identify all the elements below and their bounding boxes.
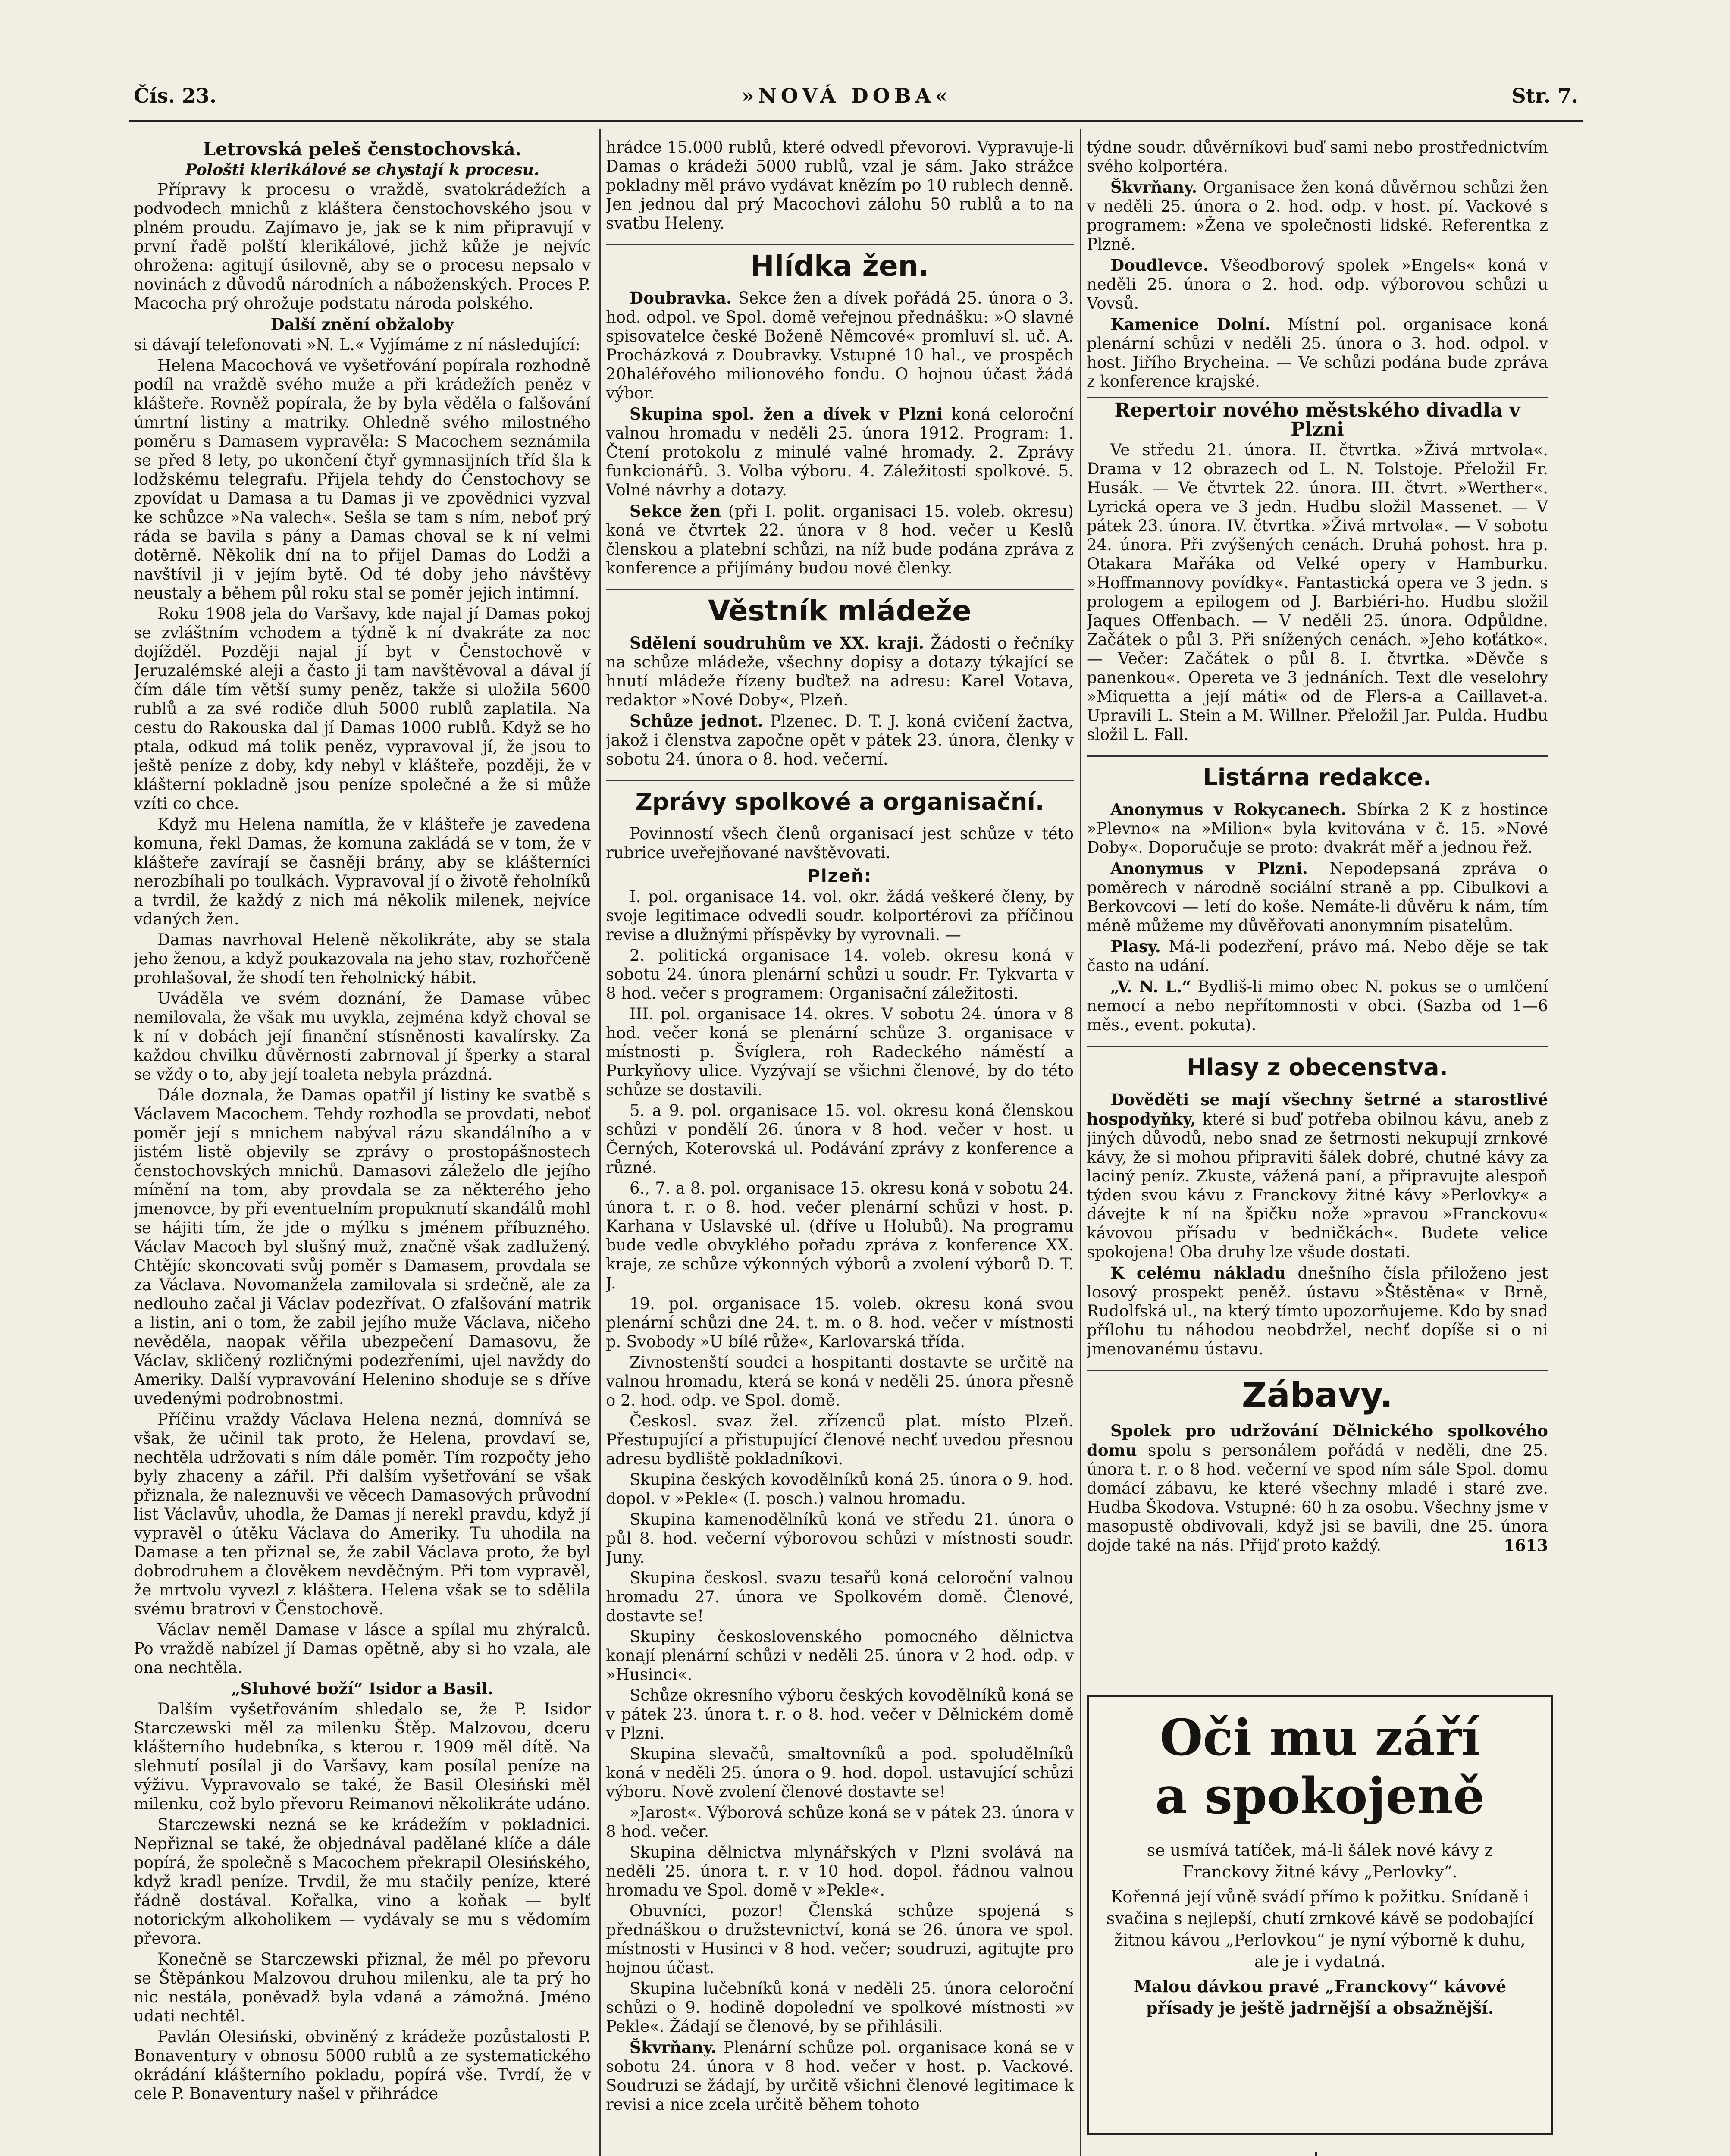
list-item: I. pol. organisace 14. vol. okr. žádá veškeré členy, by svoje legitimace odvedli soudr. kolportérovi za příčinou revise a dlužnými příspěvky by vyrovnali. — xyxy=(606,887,1074,944)
item-lead: Skupina spol. žen a dívek v Plzni xyxy=(630,404,943,423)
section-subheading: „Sluhové boží“ Isidor a Basil. xyxy=(231,1679,493,1698)
list-item: Skupina lučebníků koná v neděli 25. února celoroční schůzi o 9. hodině dopolední ve spolkové místnosti »v Pekle«. Žádají se členové, by se přihlásili. xyxy=(606,1979,1074,2036)
item-lead: Kamenice Dolní. xyxy=(1110,315,1271,334)
paragraph: Václav neměl Damase v lásce a spílal mu zhýralců. Po vraždě nabízel jí Damas opětně, aby si ho vzala, ale ona nechtěla. xyxy=(134,1620,591,1677)
item-lead: Doubravka. xyxy=(630,288,732,307)
item-lead: Anonymus v Plzni. xyxy=(1110,859,1308,878)
item-lead: Doudlevce. xyxy=(1110,256,1209,275)
list-item: III. pol. organisace 14. okres. V sobotu 24. února v 8 hod. večer koná se plenární schůze 3. organisace v místnosti p. Švíglera, roh Radeckého náměstí a Purkyňovy ulice. Vyzývají se všichni členové, by do této schůze se dostavili. xyxy=(606,1005,1074,1099)
paragraph: Když mu Helena namítla, že v klášteře je zavedena komuna, řekl Damas, že komuna zakládá se v tom, že v klášteře zavírají se časněji brány, aby se klášterníci nerozbíhali po toulkách. Vypravoval jí o životě řeholníků a tvrdil, že každý z nich má několik milenek, nejvíce vdaných žen. xyxy=(134,815,591,928)
ad-number: 1613 xyxy=(1504,1536,1548,1555)
newspaper-title: »NOVÁ DOBA« xyxy=(742,84,952,107)
section-heading-public: Hlasy z obecenstva. xyxy=(1087,1046,1548,1085)
item-lead: Sekce žen xyxy=(630,501,721,520)
advertisement-coffee xyxy=(1087,1695,1553,2135)
paragraph: Pavlán Olesiński, obviněný z krádeže pozůstalosti P. Bonaventury v obnosu 5000 rublů a ze systematického okrádání klášterního pokladu, popírá vše. Tvrdí, že v cele P. Bonaventury našel v přihrádce xyxy=(134,2028,591,2103)
section-heading-entertainment: Zábavy. xyxy=(1087,1370,1548,1416)
item-text: Nepodepsaná zpráva o poměrech v národně sociální straně a pp. Cibulkovi a Berkovcovi — letí do koše. Nemáte-li důvěru k nám, tím méně můžeme my důvěřovati anonymním pisatelům. xyxy=(1087,859,1548,935)
item-lead: K celému nákladu xyxy=(1110,1263,1286,1282)
paragraph: Damas navrhoval Heleně několikráte, aby se stala jeho ženou, a když poukazovala na jeho stav, rozhořčeně prohlašoval, že shodí ten řeholnický hábit. xyxy=(134,931,591,987)
item-text: Sekce žen a dívek pořádá 25. února o 3. hod. odpol. ve Spol. domě veřejnou přednášku: »O slavné spisovatelce české Boženě Němcové« promluví sl. uč. A. Procházková z Doubravky. Vstupné 10 hal., ve prospěch 20haléřového milionového fondu. O hojnou účast žádá výbor. xyxy=(606,289,1074,402)
item-text: Bydliš-li mimo obec N. pokus se o umlčení nemocí a nebo nepřítomnosti v obci. (Sazba od 1—6 měs., event. pokuta). xyxy=(1087,978,1548,1034)
list-item: 5. a 9. pol. organisace 15. vol. okresu koná členskou schůzi v pondělí 26. února v 8 hod. večer v host. u Černých, Koterovská ul. Podávání zprávy z konference a různé. xyxy=(606,1101,1074,1177)
item-text: Všeodborový spolek »Engels« koná v neděli 25. února o 2. hod. odp. výborovou schůzi u Vovsů. xyxy=(1087,256,1548,313)
paragraph: Uváděla ve svém doznání, že Damase vůbec nemilovala, že však mu uvykla, zejména když choval se k ní v dobách její finanční stísněnosti kavalírsky. Za každou chvilku důvěrnosti zabrnoval jí šperky a staral se vždy o to, aby její toaleta nebyla prázdná. xyxy=(134,989,591,1084)
item-text: Místní pol. organisace koná plenární schůzi v neděli 25. února o 3. hod. odpol. v host. Jiřího Brycheina. — Ve schůzi podána bude zpráva z konference krajské. xyxy=(1087,315,1548,391)
issue-number: Čís. 23. xyxy=(134,84,217,107)
ad-paragraph: se usmívá tatíček, má-li šálek nové kávy z Franckovy žitné kávy „Perlovky“. xyxy=(1147,1841,1493,1881)
page-number: Str. 7. xyxy=(1511,84,1578,107)
list-item: »Jarost«. Výborová schůze koná se v pátek 23. února v 8 hod. večer. xyxy=(606,1803,1074,1841)
list-item: Českosl. svaz žel. zřízenců plat. místo Plzeň. Přestupující a přistupující členové nechť uvedou přesnou adresu bydliště pokladníkovi. xyxy=(606,1412,1074,1468)
item-text: Organisace žen koná důvěrnou schůzi žen v neděli 25. února o 2. hod. odp. v host. pí. Vackové s programem: »Žena ve společnosti lidské. Referentka z Plzně. xyxy=(1087,178,1548,254)
list-item: Skupina kamenodělníků koná ve středu 21. února o půl 8. hod. večerní výborovou schůzi v místnosti soudr. Juny. xyxy=(606,1510,1074,1567)
paragraph: týdne soudr. důvěrníkovi buď sami nebo prostřednictvím svého kolportéra. xyxy=(1087,138,1548,175)
list-item: Skupina českosl. svazu tesařů koná celoroční valnou hromadu 27. února ve Spolkovém domě. Členové, dostavte se! xyxy=(606,1569,1074,1625)
paragraph: Příčinu vraždy Václava Helena nezná, domnívá se však, že učinil tak proto, že Helena, provdaví se, nechtěla udržovati s ním dále poměr. Tím rozpočty jeho byly zhaceny a zářil. Při dalším vyšetřování se však přiznala, že naleznuvši ve věcech Damasových průvodní list Václavův, uhodla, že Damas jí nerekl pravdu, když jí vypravěl o útěku Václava do Ameriky. Tu uhodila na Damase a ten přiznal se, že zabil Václava proto, že byl dobrodruhem a člověkem nevděčným. Při tom vypravěl, že mrtvolu vyvezl z kláštera. Helena však se to sdělila svému bratrovi v Čenstochově. xyxy=(134,1410,591,1618)
list-item: 2. politická organisace 14. voleb. okresu koná v sobotu 24. února plenární schůzi u soudr. Fr. Tykvarta v 8 hod. večer s programem: Organisační záležitosti. xyxy=(606,946,1074,1003)
item-lead: Dověděti se mají všechny šetrné a starostlivé hospodyňky, xyxy=(1087,1090,1548,1128)
article-title: Letrovská peleš čenstochovská. xyxy=(203,138,522,160)
article-subtitle: Pološti klerikálové se chystají k procesu. xyxy=(185,161,539,179)
item-text: dnešního čísla přiloženo jest losový prospekt peněž. ústavu »Štěstěna« v Brně, Rudolfská ul., na který tímto upozorňujeme. Kdo by snad přílohu tu náhodou neobdržel, nechť dopíše si o ni jmenovanému ústavu. xyxy=(1087,1264,1548,1358)
list-item: Skupiny československého pomocného dělnictva konají plenární schůzi v neděli 25. února v 2 hod. odp. v »Husinci«. xyxy=(606,1627,1074,1684)
ad-headline xyxy=(1095,2152,1317,2156)
item-text: Má-li podezření, právo má. Nebo děje se tak často na udání. xyxy=(1087,937,1548,975)
paragraph: Starczewski nezná se ke krádežím v pokladnici. Nepřiznal se také, že objednával padělané klíče a dále popírá, že společně s Macochem překrapil Olesińského, když kradl peníze. Trvdil, že mu stačily peníze, které řádně dostával. Kořalka, vino a koňak — bylť notorickým alkoholikem — vydávaly se mu s vědomím převora. xyxy=(134,1815,591,1948)
list-item: Zivnostenští soudci a hospitanti dostavte se určitě na valnou hromadu, která se koná v neděli 25. února přesně o 2. hod. odp. ve Spol. domě. xyxy=(606,1353,1074,1410)
list-item: Skupina českých kovodělníků koná 25. února o 9. hod. dopol. v »Pekle« (I. posch.) valnou hromadu. xyxy=(606,1470,1074,1508)
item-text: spolu s personálem pořádá v neděli, dne 25. února t. r. o 8 hod. večerní ve spod ním sále Spol. domu domácí zábavu, ke které všechny mladé i staré zve. Hudba Škodova. Vstupné: 60 h za osobu. Všechny jsme v masopustě obdivovali, když jsi se bavili, dne 25. února dojde také na nás. Přijď proto každý. xyxy=(1087,1441,1548,1554)
section-heading-clubs: Zprávy spolkové a organisační. xyxy=(606,780,1074,819)
section-heading-theatre: Repertoir nového městského divadla v Plzni xyxy=(1087,397,1548,439)
list-item: 19. pol. organisace 15. voleb. okresu koná svou plenární schůzi dne 24. t. m. o 8. hod. večer v místnosti p. Svobody »U bílé růže«, Karlovarská třída. xyxy=(606,1294,1074,1351)
section-subheading: Další znění obžaloby xyxy=(270,315,454,334)
list-item: Obuvníci, pozor! Členská schůze spojená s přednáškou o družstevnictví, koná se 26. února ve spol. místnosti v Husinci v 8 hod. večer; soudruzi, agitujte pro hojnou účast. xyxy=(606,1902,1074,1977)
item-lead: Sdělení soudruhům ve XX. kraji. xyxy=(630,633,924,652)
column-divider-1 xyxy=(599,129,601,2156)
ad-paragraph: Malou dávkou pravé „Franckovy“ kávové přísady je ještě jadrnější a obsažnější. xyxy=(1133,1977,1507,2018)
paragraph: Přípravy k procesu o vraždě, svatokrádežích a podvodech mnichů z kláštera čenstochovského jsou v plném proudu. Zajímavo je, jak se k nim připravují v první řadě polští klerikálové, jichž kůže je nejvíc ohrožena: agitují úsilovně, aby se o procesu nepsalo v novinách z důvodů národních a náboženských. Proces P. Macocha prý ohrožuje podstatu národa polského. xyxy=(134,180,591,313)
item-lead: Anonymus v Rokycanech. xyxy=(1110,800,1347,819)
item-lead: Schůze jednot. xyxy=(630,711,763,730)
paragraph: Roku 1908 jela do Varšavy, kde najal jí Damas pokoj se zvláštním vchodem a týdně k ní dvakráte za noc dojížděl. Později najal jí byt v Čenstochově v Jeruzalémské aleji a často ji tam navštěvoval a dával jí čím dále tím větší sumy peněz, takže si uložila 5600 rublů a za své rodiče dluh 5000 rublů zaplatila. Na cestu do Rakouska dal jí Damas 1000 rublů. Když se ho ptala, odkud má tolik peněz, vypravoval jí, že jsou to ještě peníze z doby, kdy nebyl v klášteře, později, že v klášterní pokladně jsou peníze společné a že si může vzíti co chce. xyxy=(134,605,591,813)
item-text: Žádosti o řečníky na schůze mládeže, všechny dopisy a dotazy týkající se hnutí mládeže řízeny buďtež na adresu: Karel Votava, redaktor »Nové Doby«, Plzeň. xyxy=(606,634,1074,709)
list-item: Skupina slevačů, smaltovníků a pod. spoludělníků koná v neděli 25. února o 9. hod. dopol. ustavující schůzi výboru. Nově zvolení členové dostavte se! xyxy=(606,1745,1074,1801)
rubric-city: Plzeň: xyxy=(807,866,872,886)
column-1 xyxy=(134,138,591,2156)
column-2 xyxy=(606,138,1074,2156)
ad-divider xyxy=(1315,2152,1317,2156)
item-text: které si buď potřeba obilnou kávu, aneb z jiných důvodů, nebo snad ze šetrnosti nekupují zrnkové kávy, že si mohou připraviti šálek dobré, chutné kávy za laciný peníz. Zkuste, vážená paní, a připravujte alespoň týden svou kávu z Franckovy žitné kávy »Perlovky« a dávejte k ní na špičku nože »pravou »Franckovu« kávovou přísadu v bedničkách«. Budete velice spokojena! Oba druhy lze všude dostati. xyxy=(1087,1110,1548,1261)
column-3 xyxy=(1087,138,1548,1673)
column-divider-2 xyxy=(1080,129,1081,2156)
ad-body xyxy=(1102,1839,1538,2022)
item-lead: Plasy. xyxy=(1110,937,1161,956)
item-lead: Škvrňany. xyxy=(630,2038,717,2057)
item-lead: „V. N. L.“ xyxy=(1110,977,1191,996)
paragraph: Konečně se Starczewski přiznal, že měl po převoru se Štěpánkou Malzovou druhou milenku, ale ta prý ho nic nestála, poněvadž byla vdaná a zámožná. Jméno udati nechtěl. xyxy=(134,1950,591,2025)
item-text: (při I. polit. organisaci 15. voleb. okresu) koná ve čtvrtek 22. února v 8 hod. večer u Keslů členskou a platební schůzi, na níž bude podána zpráva z konference a přijímány budou nové členky. xyxy=(606,502,1074,577)
item-text: Plenární schůze pol. organisace koná se v sobotu 24. února v 8 hod. večer v host. p. Vackové. Soudruzi se žádají, by určitě všichni členové legitimace k revisi a nice zcela určitě během tohoto xyxy=(606,2038,1074,2114)
paragraph: Ve středu 21. února. II. čtvrtka. »Živá mrtvola«. Drama v 12 obrazech od L. N. Tolstoje. Přeložil Fr. Husák. — Ve čtvrtek 22. února. III. čtvrt. »Werther«. Lyrická opera ve 3 jedn. Hudbu složil Massenet. — V pátek 23. února. IV. čtvrtka. »Živá mrtvola«. — V sobotu 24. února. Při zvýšených cenách. Druhá pohost. hra p. Otakara Mařáka od Velké opery v Hamburku. »Hoffmannovy povídky«. Fantastická opera ve 3 jedn. s prologem a epilogem od J. Barbiéri-ho. Hudbu složil Jaques Offenbach. — V neděli 25. února. Odpůldne. Začátek o půl 3. Při snížených cenách. »Jeho koťátko«. — Večer: Začátek o půl 8. I. čtvrtka. »Děvče s panenkou«. Opereta ve 3 jednáních. Text dle veselohry »Miquetta a její máti« od de Flers-a a Caillavet-a. Upravili L. Stein a M. Willner. Přeložil Jar. Pulda. Hudbu složil L. Fall. xyxy=(1087,441,1548,744)
section-heading-letters: Listárna redakce. xyxy=(1087,755,1548,795)
ad-headline: Oči mu září xyxy=(1160,1709,1480,1767)
list-item: Skupina dělnictva mlynářských v Plzni svolává na neděli 25. února t. r. v 10 hod. dopol. řádnou valnou hromadu ve Spol. domě v »Pekle«. xyxy=(606,1843,1074,1899)
item-lead: Spolek pro udržování Dělnického spolkového domu xyxy=(1087,1421,1548,1460)
advertisement-classifieds xyxy=(1087,2152,1548,2156)
list-item: 6., 7. a 8. pol. organisace 15. okresu koná v sobotu 24. února t. r. o 8. hod. večer plenární schůzi v host. p. Karhana v Uslavské ul. (dříve u Holubů). Na programu bude vedle obvyklého pořadu zpráva z konference XX. kraje, ze schůze výkonných výborů a zvolení výborů D. T. J. xyxy=(606,1179,1074,1292)
section-heading-youth: Věstník mládeže xyxy=(606,589,1074,628)
paragraph: Dalším vyšetřováním shledalo se, že P. Isidor Starczewski měl za milenku Štěp. Malzovou, dceru klášterního hudebníka, s kterou r. 1909 měl dítě. Na slehnutí posílal ji do Varšavy, kam posílal peníze na výživu. Vypravovalo se také, že Basil Olesiński měl milenku, což bylo převoru Reimanovi několikráte udáno. xyxy=(134,1700,591,1813)
item-lead: Škvrňany. xyxy=(1110,178,1197,197)
paragraph: Helena Macochová ve vyšetřování popírala rozhodně podíl na vraždě svého muže a při krádežích peněz v klášteře. Rovněž popírala, že by byla věděla o falšování úmrtní listiny a matriky. Ohledně svého milostného poměru s Damasem vypravěla: S Macochem seznámila se před 8 lety, po ukončení čtyř gymnasijních tříd šla k lodžskému telegrafu. Přijela tehdy do Čenstochovy se zpovídat u Damasa a tu Damas ji ve zpovědnici vyzval ke schůzce »Na valech«. Sešla se tam s ním, neboť prý ráda se bavila s pány a Damas choval se k ní velmi dotěrně. Několik dní na to přijel Damas do Lodži a navštívil ji v jejím bytě. Od té doby jeho návštěvy neustaly a během půl roku stal se poměr jejich intimní. xyxy=(134,356,591,602)
item-text: Sbírka 2 K z hostince »Plevno« na »Milion« byla kvitována v č. 15. »Nové Doby«. Doporučuje se proto: dvakrát měř a jednou řež. xyxy=(1087,800,1548,857)
list-item: Schůze okresního výboru českých kovodělníků koná se v pátek 23. února t. r. o 8. hod. večer v Dělnickém domě v Plzni. xyxy=(606,1686,1074,1742)
ad-paragraph: Kořenná její vůně svádí přímo k požitku. Snídaně i svačina s nejlepší, chutí zrnkové kávě se podobající žitnou kávou „Perlovkou“ je nyní výborně k duhu, ale je i vydatná. xyxy=(1106,1887,1534,1971)
header-rule xyxy=(129,120,1583,122)
item-text: Plzenec. D. T. J. koná cvičení žactva, jakož i členstva započne opět v pátek 23. února, členky v sobotu 24. února o 8. hod. večerní. xyxy=(606,712,1074,768)
paragraph: Povinností všech členů organisací jest schůze v této rubrice uveřejňované navštěvovati. xyxy=(606,824,1074,862)
section-heading-women: Hlídka žen. xyxy=(606,244,1074,283)
paragraph: si dávají telefonovati »N. L.« Vyjímáme z ní následující: xyxy=(134,335,580,354)
ad-headline xyxy=(1326,2152,1584,2156)
paragraph: hrádce 15.000 rublů, které odvedl převorovi. Vypravuje-li Damas o krádeži 5000 rublů, vzal je sám. Jako strážce pokladny měl právo vydávat knězím po 10 rublech denně. Jen jednou dal prý Macochovi zálohu 50 rublů a to na svatbu Heleny. xyxy=(606,138,1074,232)
ad-headline: a spokojeně xyxy=(1155,1767,1485,1825)
item-text: koná celoroční valnou hromadu v neděli 25. února 1912. Program: 1. Čtení protokolu z minulé valné hromady. 2. Zprávy funkcionářů. 3. Volba výboru. 4. Záležitosti spolkové. 5. Volné návrhy a dotazy. xyxy=(606,405,1074,499)
page-header xyxy=(129,84,1583,110)
paragraph: Dále doznala, že Damas opatřil jí listiny ke svatbě s Václavem Macochem. Tehdy rozhodla se provdati, neboť poměr její s mnichem nabýval rázu skandálního a v jistém listě objevily se zprávy o prostopášnostech čenstochovských mnichů. Damasovi záleželo dle jejího mínění na tom, aby provdala se za některého jeho jmenovce, by při eventuelním propuknutí skandálů mohl se hájiti tím, že jde o mýlku s jménem příbuzného. Václav Macoch byl slušný muž, značně však zadlužený. Chtějíc skoncovati svůj poměr s Damasem, provdala se za Václava. Novomanžela zamilovala si srdečně, ale za nedlouho začal ji Václav podezřívat. O zfalšování matrik a listin, ani o tom, že zabil jejího muže Václava, ničeho nevěděla, naopak věřila ubezpečení Damasovu, že Václav, skličený rozličnými podezřeními, ujel navždy do Ameriky. Další vypravování Helenino shoduje se s dříve uvedenými podrobnostmi. xyxy=(134,1086,591,1408)
